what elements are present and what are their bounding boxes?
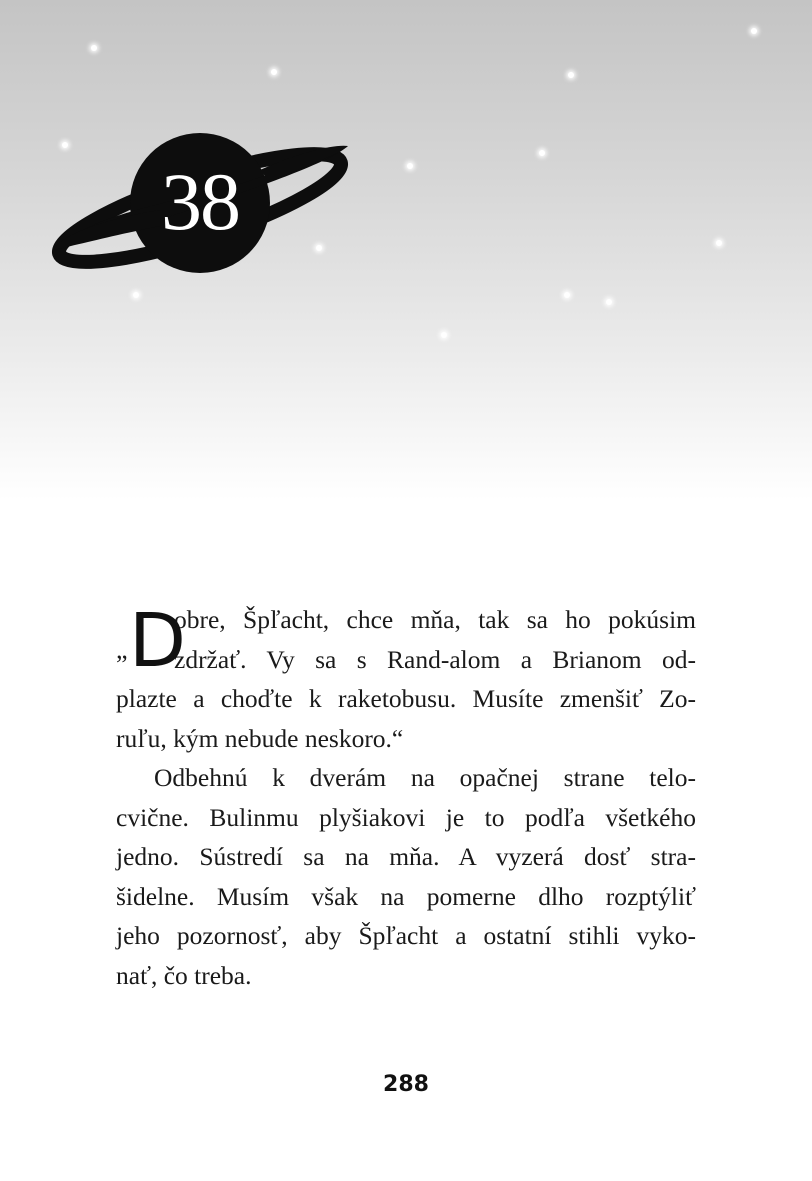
text-line: zdržať. Vy sa s Rand-alom a Brianom od- xyxy=(174,644,696,674)
text-line: jedno. Sústredí sa na mňa. A vyzerá dosť stra- xyxy=(116,842,696,871)
chapter-number: 38 xyxy=(161,156,239,247)
text-line: šidelne. Musím však na pomerne dlho rozptýliť xyxy=(116,881,696,911)
star-icon xyxy=(133,292,139,298)
paragraph-2 xyxy=(116,758,696,995)
body-text xyxy=(116,600,696,995)
opening-quote-mark: „ xyxy=(116,635,128,664)
text-line: nať, čo treba. xyxy=(116,960,252,990)
star-icon xyxy=(91,45,97,51)
text-line: Odbehnú k dverám na opačnej strane telo- xyxy=(154,763,696,792)
text-line: cvične. Bulinmu plyšiakovi je to podľa všetkého xyxy=(116,802,696,832)
star-icon xyxy=(271,69,277,75)
star-icon xyxy=(751,28,757,34)
star-icon xyxy=(564,292,570,298)
text-line: jeho pozornosť, aby Špľacht a ostatní stihli vyko- xyxy=(116,921,696,950)
drop-cap-letter: D xyxy=(129,598,186,684)
star-icon xyxy=(407,163,413,169)
star-icon xyxy=(606,299,612,305)
text-line: plazte a choďte k raketobusu. Musíte zmenšiť Zo- xyxy=(116,684,696,713)
text-line: ruľu, kým nebude neskoro.“ xyxy=(116,723,404,753)
star-icon xyxy=(441,332,447,338)
star-icon xyxy=(539,150,545,156)
page-number: 288 xyxy=(383,1072,429,1097)
star-icon xyxy=(716,240,722,246)
paragraph-1 xyxy=(116,600,696,758)
star-icon xyxy=(568,72,574,78)
text-line: obre, Špľacht, chce mňa, tak sa ho pokúsim xyxy=(174,605,696,634)
